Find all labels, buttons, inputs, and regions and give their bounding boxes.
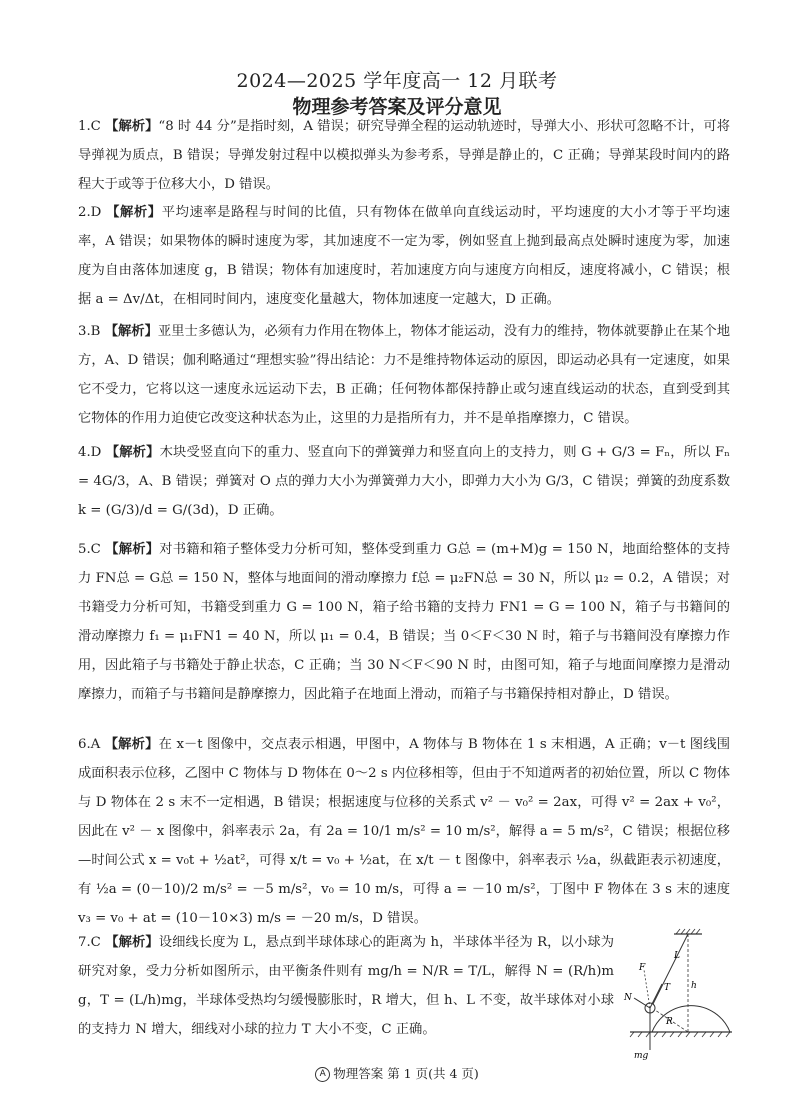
label-N: N [624,993,632,1003]
question-3 [78,317,730,433]
question-1 [78,112,730,199]
question-text: “8 时 44 分”是指时刻，A 错误；研究导弹全程的运动轨迹时，导弹大小、形状可忽略不计，可将导弹视为质点，B 错误；导弹发射过程中以模拟弹头为参考系，导弹是静止的，C 正确；导弹某段时间内的路程大于或等于位移大小，D 错误。 [78,119,731,192]
hemisphere [652,1006,730,1032]
analysis-tag: 【解析】 [105,542,160,557]
analysis-tag: 【解析】 [106,205,162,220]
question-number: 7.C [78,935,101,950]
force-diagram [622,928,734,1060]
question-number: 5.C [78,542,101,557]
footer-text: 物理答案 第 1 页(共 4 页) [333,1066,479,1081]
label-F: F [639,963,646,973]
question-6 [78,730,730,933]
ground-hatch [630,1032,730,1037]
question-number: 1.C [78,119,101,134]
question-number: 4.D [78,445,102,460]
normal-arrow [634,998,650,1008]
analysis-tag: 【解析】 [105,119,159,134]
label-mg: mg [634,1051,649,1060]
question-text: 木块受竖直向下的重力、竖直向下的弹簧弹力和竖直向上的支持力，则 G + G/3 = Fₙ，所以 Fₙ = 4G/3，A、B 错误；弹簧对 O 点的弹力大小为弹簧弹力大小，即弹力大小为 G/3，C 错误；弹簧的劲度系数 k = (G/3)/d = G/(3d)，D 正确。 [78,445,730,518]
paper-version-badge: A [315,1067,330,1082]
analysis-tag: 【解析】 [104,737,159,752]
ceiling-hatch [676,929,700,934]
analysis-tag: 【解析】 [104,324,158,339]
label-T: T [664,983,671,993]
question-7 [78,928,614,1044]
analysis-tag: 【解析】 [105,935,159,950]
resultant-arrow [644,970,650,1008]
tension-arrow [650,984,662,1008]
question-text: 亚里士多德认为，必须有力作用在物体上，物体才能运动，没有力的维持，物体就要静止在某个地方，A、D 错误；伽利略通过“理想实验”得出结论：力不是维持物体运动的原因，即运动必具有一定速度，如果它不受力，它将以这一速度永远运动下去，B 正确；任何物体都保持静止或匀速直线运动的状态，直到受到其它物体的作用力迫使它改变这种状态为止，这里的力是指所有力，并不是单指摩擦力，C 错误。 [78,324,730,426]
question-text: 设细线长度为 L，悬点到半球体球心的距离为 h，半球体半径为 R，以小球为研究对象，受力分析如图所示，由平衡条件则有 mg/h = N/R = T/L，解得 N = (R/h)mg，T = (L/h)mg，半球体受热均匀缓慢膨胀时，R 增大，但 h、L 不变，故半球体对小球的支持力 N 增大，细线对小球的拉力 T 大小不变，C 正确。 [78,935,614,1037]
page-title: 2024—2025 学年度高一 12 月联考 [236,70,558,92]
page-subtitle: 物理参考答案及评分意见 [292,96,502,118]
label-L: L [674,951,680,961]
question-text: 对书籍和箱子整体受力分析可知，整体受到重力 G总 = (m+M)g = 150 N，地面给整体的支持力 FN总 = G总 = 150 N，整体与地面间的滑动摩擦力 f总 = μ₂FN总 = 30 N，所以 μ₂ = 0.2，A 错误；对书籍受力分析可知，书籍受到重力 G = 100 N，箱子给书籍的支持力 FN1 = G = 100 N，箱子与书籍间的滑动摩擦力 f₁ = μ₁FN1 = 40 N，所以 μ₁ = 0.4，B 错误；当 0＜F＜30 N 时，箱子与书籍间没有摩擦力作用，因此箱子与书籍处于静止状态，C 正确；当 30 N＜F＜90 N 时，由图可知，箱子与地面间摩擦力是滑动摩擦力，而箱子与书籍间是静摩擦力，因此箱子在地面上滑动，而箱子与书籍保持相对静止，D 错误。 [78,542,731,702]
question-text: 在 x－t 图像中，交点表示相遇，甲图中，A 物体与 B 物体在 1 s 末相遇，A 正确；v－t 图线围成面积表示位移，乙图中 C 物体与 D 物体在 0～2 s 内位移相等，但由于不知道两者的初始位置，所以 C 物体与 D 物体在 2 s 末不一定相遇，B 错误；根据速度与位移的关系式 v² － v₀² = 2ax，可得 v² = 2ax + v₀²，因此在 v² － x 图像中，斜率表示 2a，有 2a = 10/1 m/s² = 10 m/s²，解得 a = 5 m/s²，C 错误；根据位移—时间公式 x = v₀t + ½at²，可得 x/t = v₀ + ½at，在 x/t － t 图像中，斜率表示 ½a，纵截距表示初速度，有 ½a = (0－10)/2 m/s² = －5 m/s²，v₀ = 10 m/s，可得 a = －10 m/s²，丁图中 F 物体在 3 s 末的速度 v₃ = v₀ + at = (10－10×3) m/s = －20 m/s，D 错误。 [78,737,730,926]
analysis-tag: 【解析】 [105,445,160,460]
question-number: 2.D [78,205,102,220]
question-number: 6.A [78,737,101,752]
question-number: 3.B [78,324,101,339]
question-4 [78,438,730,525]
label-R: R [666,1017,673,1027]
label-h: h [691,981,697,991]
question-text: 平均速率是路程与时间的比值，只有物体在做单向直线运动时，平均速度的大小才等于平均速率，A 错误；如果物体的瞬时速度为零，其加速度不一定为零，例如竖直上抛到最高点处瞬时速度为零，加速度为自由落体加速度 g，B 错误；物体有加速度时，若加速度方向与速度方向相反，速度将减小，C 错误；根据 a = Δv/Δt，在相同时间内，速度变化量越大，物体加速度一定越大，D 正确。 [78,205,731,307]
page-footer [0,1064,794,1082]
question-5 [78,535,730,709]
string-line [652,934,688,1006]
question-2 [78,198,730,314]
